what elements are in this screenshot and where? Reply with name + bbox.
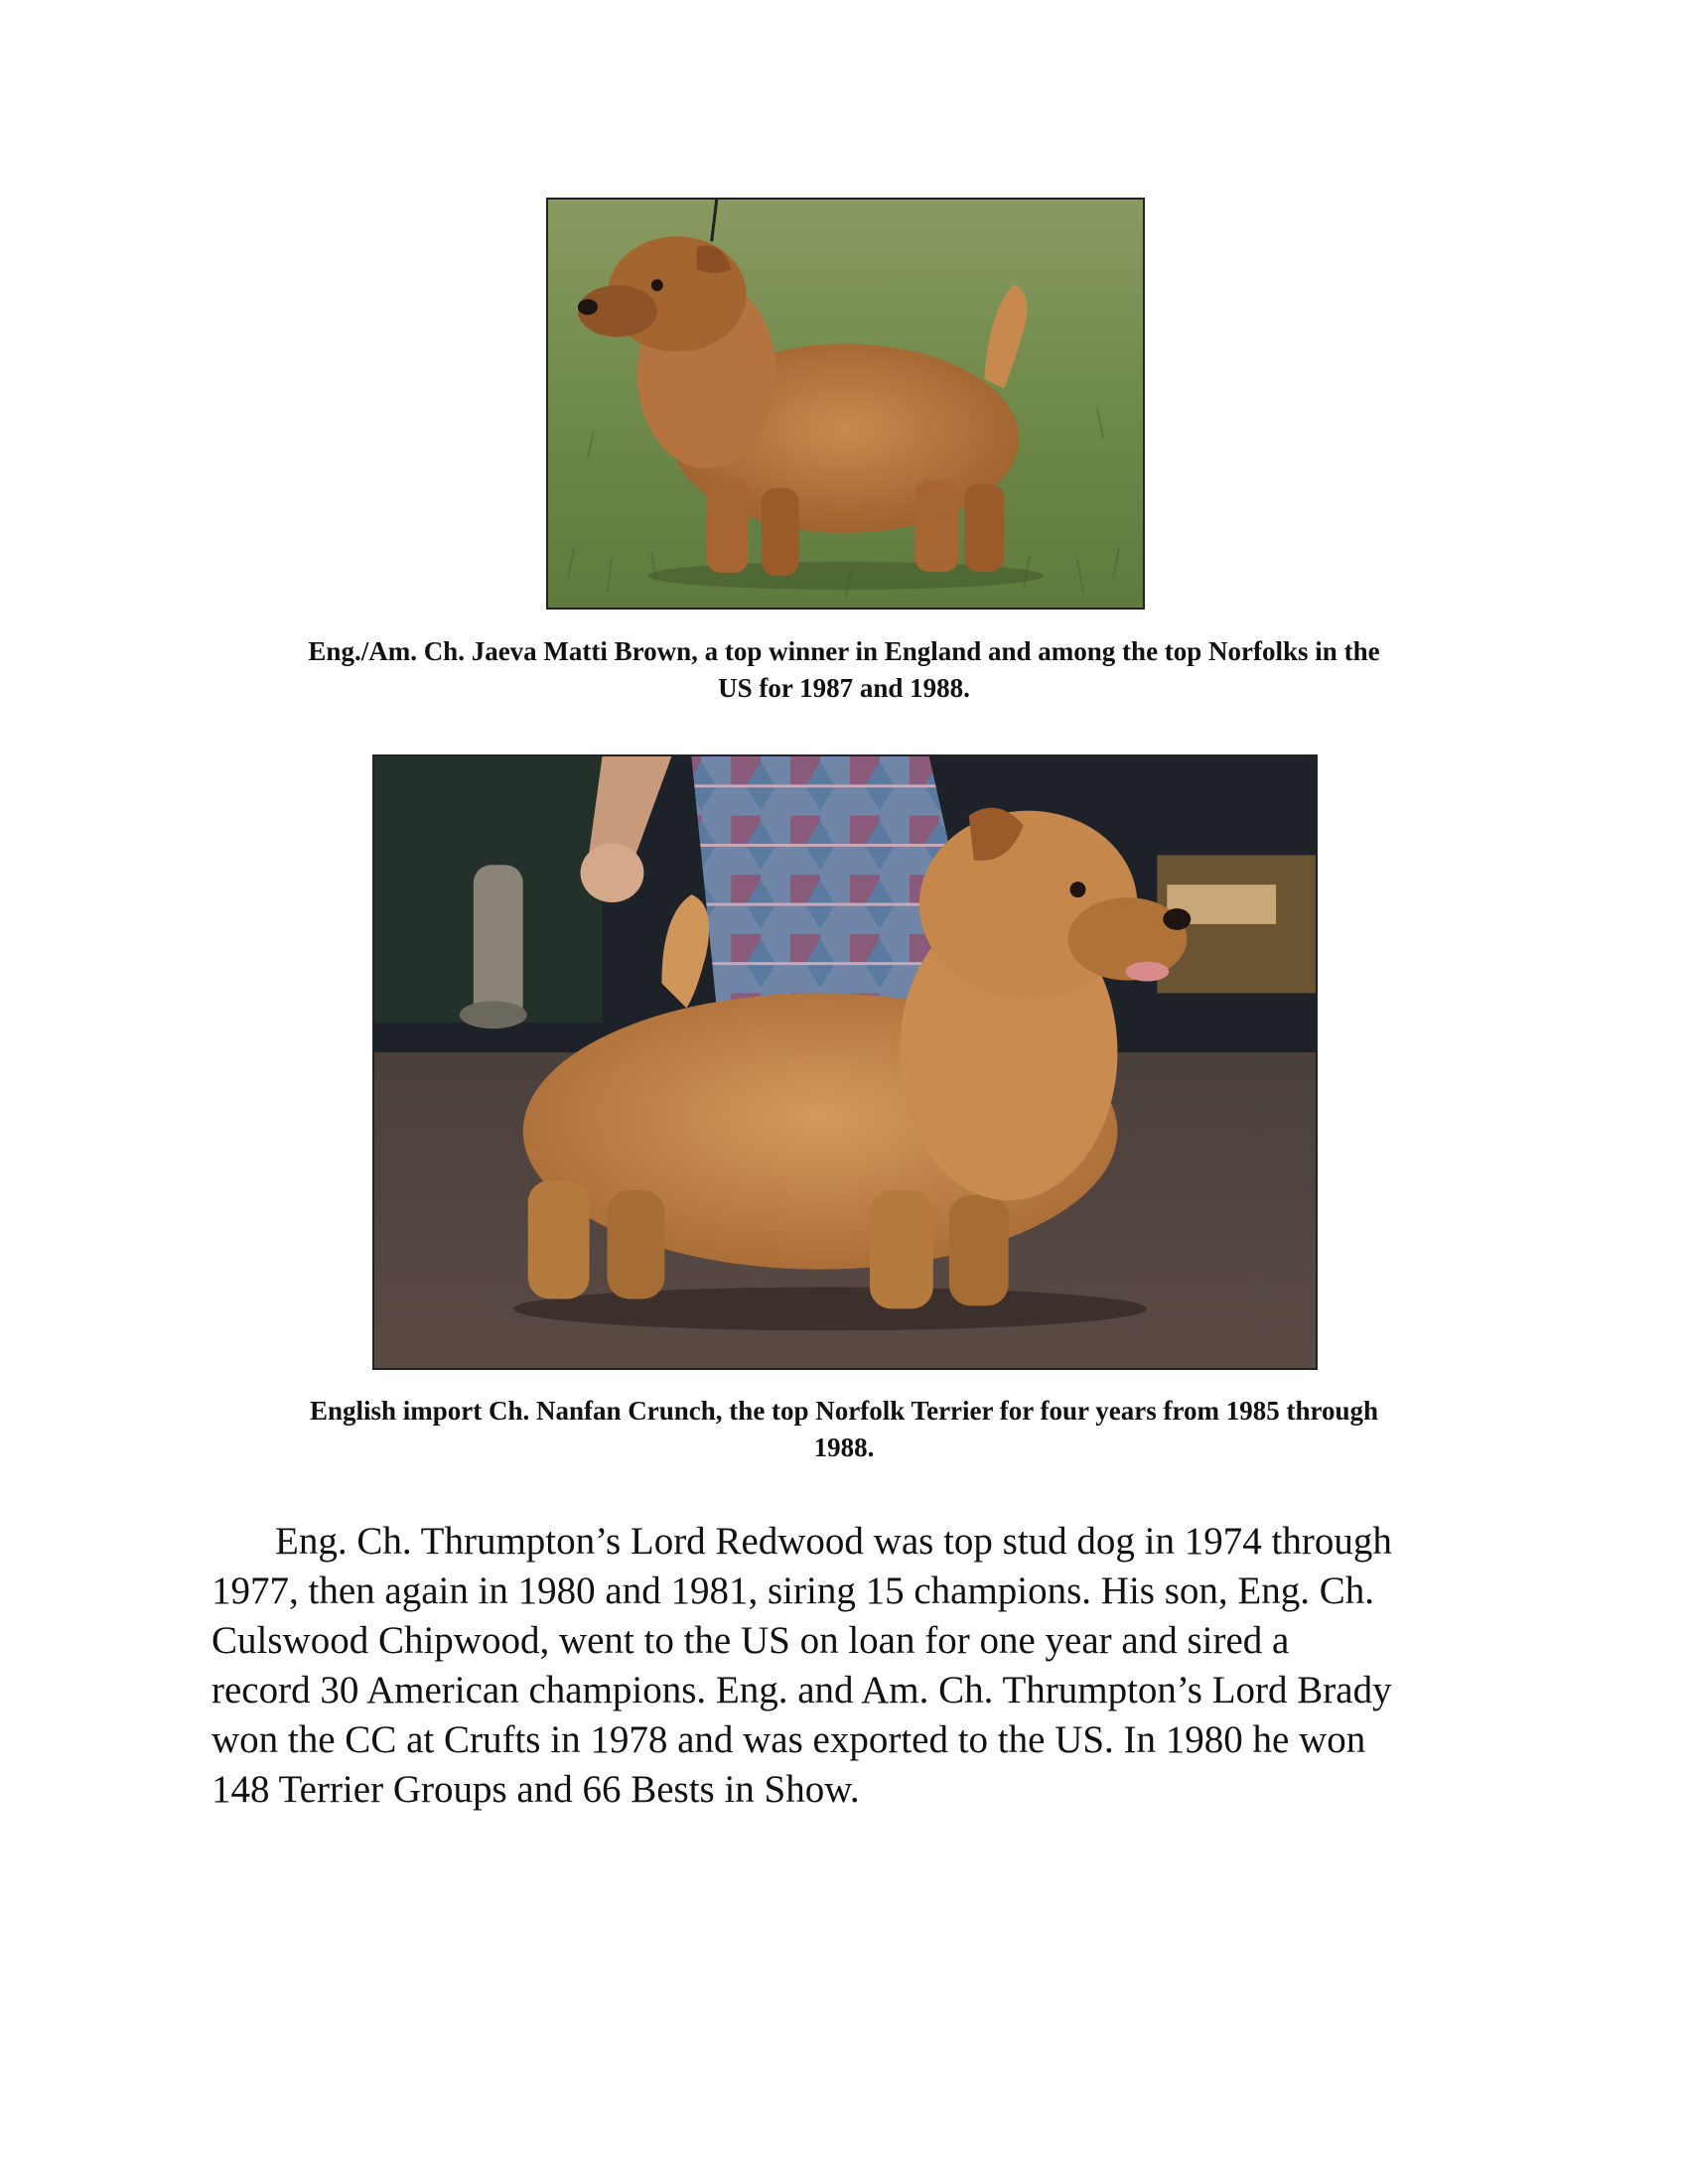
dog-photo-jaeva-matti-brown [546, 198, 1145, 610]
paragraph-line: won the CC at Crufts in 1978 and was exported to the US. In 1980 he won [211, 1718, 1366, 1761]
paragraph-line: 1977, then again in 1980 and 1981, siring 15 champions. His son, Eng. Ch. [211, 1570, 1374, 1612]
figure-caption [213, 633, 1475, 707]
paragraph-line: Eng. Ch. Thrumpton’s Lord Redwood was top stud dog in 1974 through [275, 1520, 1392, 1563]
caption-line: Eng./Am. Ch. Jaeva Matti Brown, a top winner in England and among the top Norfolks in the [308, 636, 1380, 666]
paragraph-line: Culswood Chipwood, went to the US on loan for one year and sired a [211, 1619, 1290, 1662]
caption-line: 1988. [813, 1433, 875, 1462]
paragraph-line: 148 Terrier Groups and 66 Bests in Show. [211, 1768, 860, 1811]
figure-caption [213, 1393, 1475, 1466]
paragraph-line: record 30 American champions. Eng. and Am. Ch. Thrumpton’s Lord Brady [211, 1669, 1392, 1711]
caption-line: US for 1987 and 1988. [718, 673, 970, 703]
dog-photo-nanfan-crunch [372, 754, 1318, 1370]
body-paragraph [211, 1517, 1502, 1815]
dog-with-handler-image [374, 756, 1316, 1368]
caption-line: English import Ch. Nanfan Crunch, the top Norfolk Terrier for four years from 1985 through [309, 1396, 1379, 1426]
dog-on-grass-image [548, 200, 1143, 608]
